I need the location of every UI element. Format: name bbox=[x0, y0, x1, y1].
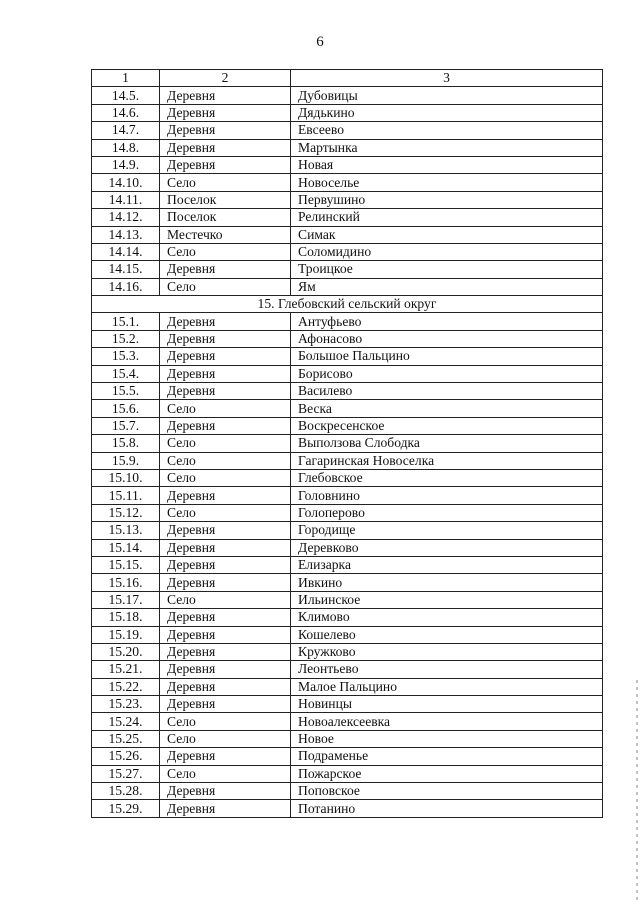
settlements-table bbox=[91, 69, 603, 818]
settlement-type: Деревня bbox=[160, 556, 291, 573]
settlement-number: 14.11. bbox=[92, 191, 160, 208]
settlement-name: Поповское bbox=[291, 783, 603, 800]
settlement-type: Деревня bbox=[160, 487, 291, 504]
table-row bbox=[92, 261, 603, 278]
settlement-type: Деревня bbox=[160, 87, 291, 104]
settlement-type: Деревня bbox=[160, 139, 291, 156]
settlement-type: Деревня bbox=[160, 522, 291, 539]
settlement-name: Малое Пальцино bbox=[291, 678, 603, 695]
settlement-number: 14.9. bbox=[92, 156, 160, 173]
settlement-type: Село bbox=[160, 765, 291, 782]
settlement-number: 15.9. bbox=[92, 452, 160, 469]
settlement-number: 15.29. bbox=[92, 800, 160, 817]
column-type-header: 2 bbox=[160, 70, 291, 87]
settlement-number: 15.26. bbox=[92, 748, 160, 765]
table-row bbox=[92, 783, 603, 800]
table-row bbox=[92, 383, 603, 400]
settlement-number: 15.3. bbox=[92, 348, 160, 365]
settlement-number: 15.17. bbox=[92, 591, 160, 608]
table-row bbox=[92, 504, 603, 521]
settlement-type: Деревня bbox=[160, 122, 291, 139]
table-row bbox=[92, 417, 603, 434]
table-row bbox=[92, 626, 603, 643]
settlement-name: Пожарское bbox=[291, 765, 603, 782]
settlement-name: Кошелево bbox=[291, 626, 603, 643]
settlement-type: Деревня bbox=[160, 661, 291, 678]
settlement-type: Местечко bbox=[160, 226, 291, 243]
settlement-type: Село bbox=[160, 591, 291, 608]
table-row bbox=[92, 452, 603, 469]
settlement-name: Афонасово bbox=[291, 330, 603, 347]
table-row bbox=[92, 156, 603, 173]
settlement-number: 14.15. bbox=[92, 261, 160, 278]
table-row bbox=[92, 696, 603, 713]
settlement-type: Деревня bbox=[160, 609, 291, 626]
page-number: 6 bbox=[316, 34, 324, 50]
table-row bbox=[92, 365, 603, 382]
settlement-name: Евсеево bbox=[291, 122, 603, 139]
table-row bbox=[92, 400, 603, 417]
table-row bbox=[92, 330, 603, 347]
settlement-type: Деревня bbox=[160, 365, 291, 382]
table-row bbox=[92, 748, 603, 765]
settlement-number: 15.4. bbox=[92, 365, 160, 382]
settlement-number: 15.23. bbox=[92, 696, 160, 713]
settlement-number: 15.18. bbox=[92, 609, 160, 626]
settlement-number: 15.6. bbox=[92, 400, 160, 417]
settlement-number: 15.25. bbox=[92, 730, 160, 747]
settlement-type: Деревня bbox=[160, 678, 291, 695]
settlement-name: Релинский bbox=[291, 209, 603, 226]
table-row bbox=[92, 487, 603, 504]
settlement-number: 14.6. bbox=[92, 104, 160, 121]
settlement-name: Ильинское bbox=[291, 591, 603, 608]
settlements-table-body bbox=[92, 70, 603, 818]
settlement-number: 14.8. bbox=[92, 139, 160, 156]
table-row bbox=[92, 348, 603, 365]
settlement-type: Деревня bbox=[160, 313, 291, 330]
settlement-name: Троицкое bbox=[291, 261, 603, 278]
settlement-number: 15.16. bbox=[92, 574, 160, 591]
settlement-type: Село bbox=[160, 469, 291, 486]
settlement-number: 15.20. bbox=[92, 643, 160, 660]
settlement-name: Гагаринская Новоселка bbox=[291, 452, 603, 469]
settlement-name: Глебовское bbox=[291, 469, 603, 486]
table-row bbox=[92, 278, 603, 295]
settlement-name: Воскресенское bbox=[291, 417, 603, 434]
table-row bbox=[92, 122, 603, 139]
column-number-header: 1 bbox=[92, 70, 160, 87]
table-row bbox=[92, 209, 603, 226]
settlement-type: Деревня bbox=[160, 156, 291, 173]
settlement-number: 15.21. bbox=[92, 661, 160, 678]
table-row bbox=[92, 556, 603, 573]
settlement-number: 15.2. bbox=[92, 330, 160, 347]
settlement-type: Деревня bbox=[160, 330, 291, 347]
settlement-number: 15.12. bbox=[92, 504, 160, 521]
settlement-name: Климово bbox=[291, 609, 603, 626]
settlement-type: Село bbox=[160, 435, 291, 452]
table-row bbox=[92, 313, 603, 330]
settlement-type: Деревня bbox=[160, 348, 291, 365]
settlement-name: Потанино bbox=[291, 800, 603, 817]
settlement-name: Дядькино bbox=[291, 104, 603, 121]
settlement-name: Симак bbox=[291, 226, 603, 243]
settlement-name: Кружково bbox=[291, 643, 603, 660]
table-row bbox=[92, 609, 603, 626]
settlement-number: 15.27. bbox=[92, 765, 160, 782]
table-row bbox=[92, 139, 603, 156]
settlement-number: 15.14. bbox=[92, 539, 160, 556]
scan-edge-artifact bbox=[636, 680, 638, 900]
table-row bbox=[92, 522, 603, 539]
table-row bbox=[92, 435, 603, 452]
settlements-table-container bbox=[91, 69, 602, 818]
settlement-name: Выползова Слободка bbox=[291, 435, 603, 452]
settlement-name: Деревково bbox=[291, 539, 603, 556]
table-row bbox=[92, 591, 603, 608]
settlement-number: 15.5. bbox=[92, 383, 160, 400]
settlement-type: Село bbox=[160, 400, 291, 417]
settlement-name: Елизарка bbox=[291, 556, 603, 573]
settlement-name: Подраменье bbox=[291, 748, 603, 765]
settlement-name: Головнино bbox=[291, 487, 603, 504]
settlement-name: Первушино bbox=[291, 191, 603, 208]
table-row bbox=[92, 87, 603, 104]
settlement-name: Соломидино bbox=[291, 243, 603, 260]
settlement-number: 14.12. bbox=[92, 209, 160, 226]
settlement-number: 15.19. bbox=[92, 626, 160, 643]
settlement-type: Деревня bbox=[160, 643, 291, 660]
settlement-number: 15.28. bbox=[92, 783, 160, 800]
settlement-type: Село bbox=[160, 713, 291, 730]
settlement-type: Село bbox=[160, 278, 291, 295]
settlement-name: Мартынка bbox=[291, 139, 603, 156]
table-row bbox=[92, 226, 603, 243]
table-row bbox=[92, 643, 603, 660]
table-row bbox=[92, 539, 603, 556]
settlement-name: Дубовицы bbox=[291, 87, 603, 104]
settlement-type: Село bbox=[160, 730, 291, 747]
settlement-number: 15.1. bbox=[92, 313, 160, 330]
settlement-type: Деревня bbox=[160, 696, 291, 713]
settlement-name: Большое Пальцино bbox=[291, 348, 603, 365]
table-row bbox=[92, 469, 603, 486]
settlement-type: Деревня bbox=[160, 383, 291, 400]
settlement-type: Деревня bbox=[160, 783, 291, 800]
settlement-name: Антуфьево bbox=[291, 313, 603, 330]
settlement-type: Поселок bbox=[160, 209, 291, 226]
settlement-type: Село bbox=[160, 452, 291, 469]
settlement-type: Деревня bbox=[160, 626, 291, 643]
table-row bbox=[92, 661, 603, 678]
settlement-number: 15.10. bbox=[92, 469, 160, 486]
settlement-number: 15.7. bbox=[92, 417, 160, 434]
settlement-number: 14.5. bbox=[92, 87, 160, 104]
settlement-type: Село bbox=[160, 174, 291, 191]
settlement-name: Леонтьево bbox=[291, 661, 603, 678]
settlement-number: 15.13. bbox=[92, 522, 160, 539]
table-row bbox=[92, 174, 603, 191]
table-row bbox=[92, 104, 603, 121]
settlement-type: Деревня bbox=[160, 261, 291, 278]
settlement-type: Деревня bbox=[160, 104, 291, 121]
table-row bbox=[92, 678, 603, 695]
settlement-name: Василево bbox=[291, 383, 603, 400]
settlement-number: 14.10. bbox=[92, 174, 160, 191]
settlement-type: Село bbox=[160, 243, 291, 260]
settlement-number: 15.15. bbox=[92, 556, 160, 573]
table-row bbox=[92, 713, 603, 730]
settlement-type: Деревня bbox=[160, 800, 291, 817]
settlement-name: Ивкино bbox=[291, 574, 603, 591]
table-row bbox=[92, 730, 603, 747]
table-row bbox=[92, 574, 603, 591]
settlement-number: 14.13. bbox=[92, 226, 160, 243]
settlement-type: Поселок bbox=[160, 191, 291, 208]
settlement-name: Новое bbox=[291, 730, 603, 747]
settlement-name: Ям bbox=[291, 278, 603, 295]
table-row bbox=[92, 191, 603, 208]
settlement-name: Новинцы bbox=[291, 696, 603, 713]
settlement-number: 15.24. bbox=[92, 713, 160, 730]
settlement-number: 15.8. bbox=[92, 435, 160, 452]
table-header-row bbox=[92, 70, 603, 87]
table-row bbox=[92, 800, 603, 817]
column-name-header: 3 bbox=[291, 70, 603, 87]
settlement-type: Село bbox=[160, 504, 291, 521]
settlement-name: Борисово bbox=[291, 365, 603, 382]
settlement-type: Деревня bbox=[160, 417, 291, 434]
settlement-type: Деревня bbox=[160, 574, 291, 591]
settlement-type: Деревня bbox=[160, 539, 291, 556]
table-row bbox=[92, 243, 603, 260]
settlement-name: Новоселье bbox=[291, 174, 603, 191]
table-row bbox=[92, 765, 603, 782]
settlement-number: 14.7. bbox=[92, 122, 160, 139]
settlement-name: Новая bbox=[291, 156, 603, 173]
section-title: 15. Глебовский сельский округ bbox=[92, 296, 603, 313]
settlement-name: Веска bbox=[291, 400, 603, 417]
settlement-number: 14.14. bbox=[92, 243, 160, 260]
settlement-name: Городище bbox=[291, 522, 603, 539]
settlement-name: Голоперово bbox=[291, 504, 603, 521]
settlement-number: 15.11. bbox=[92, 487, 160, 504]
section-header-row bbox=[92, 296, 603, 313]
settlement-type: Деревня bbox=[160, 748, 291, 765]
settlement-number: 15.22. bbox=[92, 678, 160, 695]
settlement-number: 14.16. bbox=[92, 278, 160, 295]
settlement-name: Новоалексеевка bbox=[291, 713, 603, 730]
